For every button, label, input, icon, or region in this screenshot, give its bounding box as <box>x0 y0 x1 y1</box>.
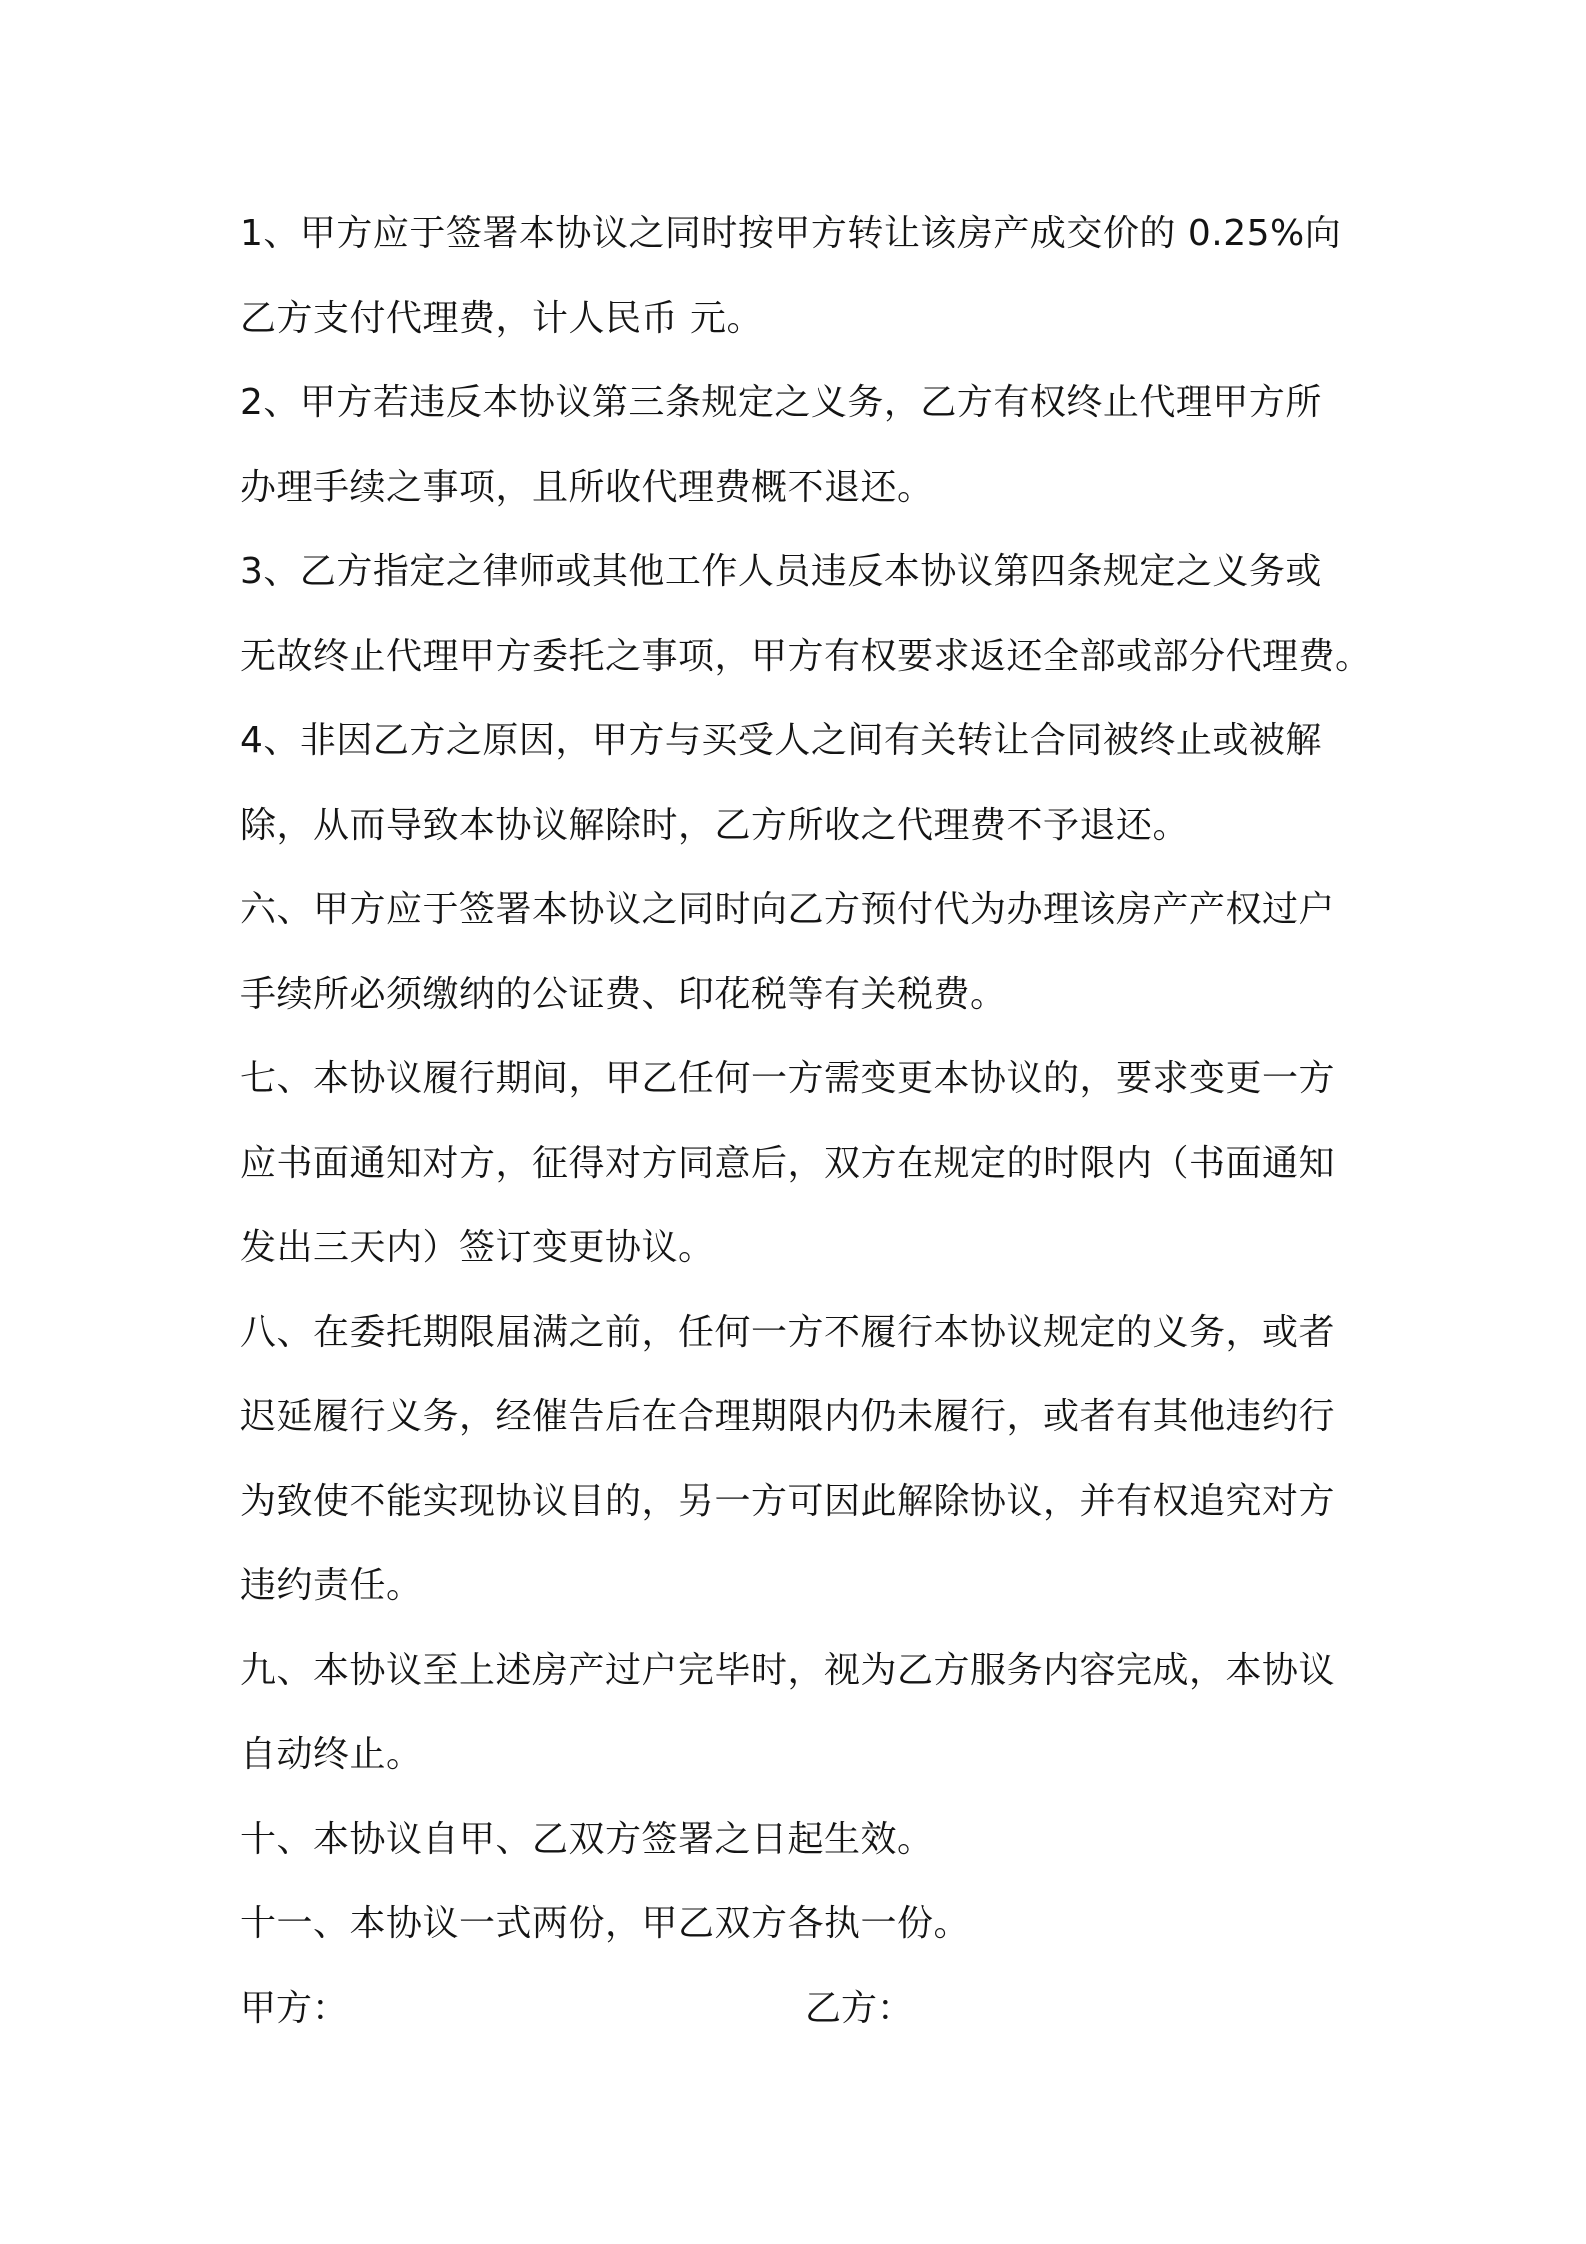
text-line: 九、本协议至上述房产过户完毕时，视为乙方服务内容完成，本协议 <box>240 1649 1336 1691</box>
text-line: 六、甲方应于签署本协议之同时向乙方预付代为办理该房产产权过户 <box>240 889 1336 930</box>
text-line: 1、甲方应于签署本协议之同时按甲方转让该房产成交价的 0.25%向 <box>240 213 1342 254</box>
party-a-signature-label: 甲方： <box>240 1987 349 2029</box>
text-line: 发出三天内）签订变更协议。 <box>240 1227 715 1268</box>
text-line: 违约责任。 <box>240 1565 423 1606</box>
text-line: 2、甲方若违反本协议第三条规定之义务，乙方有权终止代理甲方所 <box>240 382 1322 423</box>
text-line: 4、非因乙方之原因，甲方与买受人之间有关转让合同被终止或被解 <box>240 720 1322 761</box>
text-line: 3、乙方指定之律师或其他工作人员违反本协议第四条规定之义务或 <box>240 551 1322 592</box>
text-line: 乙方支付代理费，计人民币 元。 <box>240 297 763 339</box>
signature-row <box>240 1967 1370 2052</box>
text-line: 迟延履行义务，经催告后在合理期限内仍未履行，或者有其他违约行 <box>240 1396 1336 1437</box>
text-line: 除，从而导致本协议解除时，乙方所收之代理费不予退还。 <box>240 804 1190 846</box>
party-b-signature-label: 乙方： <box>805 1987 914 2029</box>
text-line: 办理手续之事项，且所收代理费概不退还。 <box>240 466 934 508</box>
text-line: 手续所必须缴纳的公证费、印花税等有关税费。 <box>240 973 1007 1015</box>
text-line: 七、本协议履行期间，甲乙任何一方需变更本协议的，要求变更一方 <box>240 1058 1336 1099</box>
text-line: 十一、本协议一式两份，甲乙双方各执一份。 <box>240 1903 971 1944</box>
text-line: 八、在委托期限届满之前，任何一方不履行本协议规定的义务，或者 <box>240 1311 1336 1353</box>
text-line: 无故终止代理甲方委托之事项，甲方有权要求返还全部或部分代理费。 <box>240 635 1372 677</box>
text-line: 应书面通知对方，征得对方同意后，双方在规定的时限内（书面通知 <box>240 1142 1336 1184</box>
text-line: 十、本协议自甲、乙双方签署之日起生效。 <box>240 1818 934 1860</box>
document-body <box>240 192 1370 2051</box>
text-line: 自动终止。 <box>240 1734 423 1775</box>
text-line: 为致使不能实现协议目的，另一方可因此解除协议，并有权追究对方 <box>240 1480 1336 1522</box>
